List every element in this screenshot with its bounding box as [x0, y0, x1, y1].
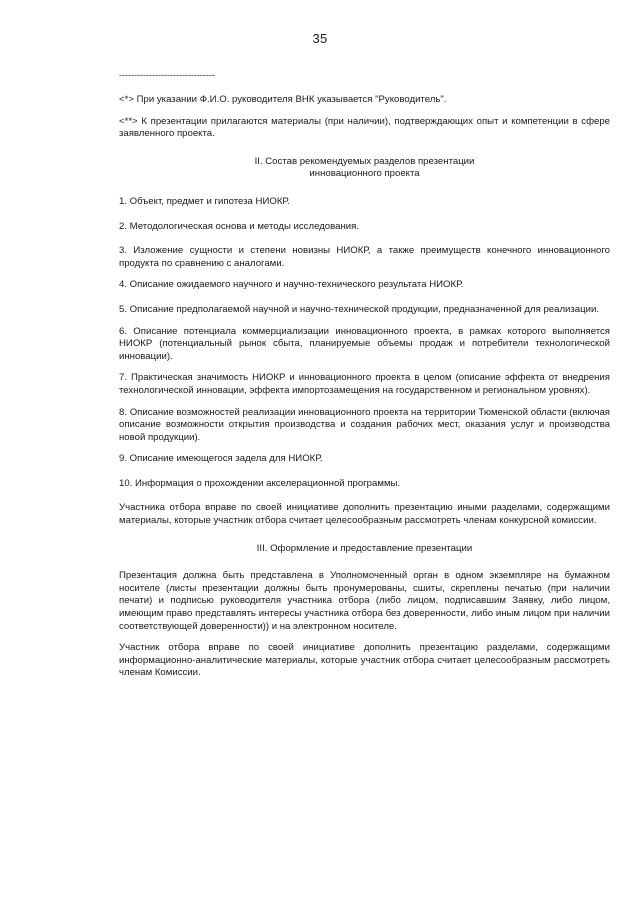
- section-2-item-3: 3. Изложение сущности и степени новизны НИОКР, а также преимуществ конечного инновационного продукта по сравнению с аналогами.: [119, 245, 610, 269]
- document-body: [119, 70, 610, 680]
- footnote-separator: --------------------------------: [119, 70, 215, 80]
- section-2-item-6: 6. Описание потенциала коммерциализации инновационного проекта, в рамках которого выполняется НИОКР (потенциальный рынок сбыта, планируемые объемы продаж и потребители технологической инновации).: [119, 325, 610, 362]
- footnote-2: <**> К презентации прилагаются материалы (при наличии), подтверждающих опыт и компетенции в сфере заявленного проекта.: [119, 115, 610, 140]
- section-2-item-7: 7. Практическая значимость НИОКР и инновационного проекта в целом (описание эффекта от внедрения технологической инновации, эффекта импортозамещения на государственном и региональном уровнях).: [119, 372, 610, 396]
- section-2-heading-line-1: II. Состав рекомендуемых разделов презентации: [254, 155, 475, 167]
- section-3-paragraph-1: Презентация должна быть представлена в Уполномоченный орган в одном экземпляре на бумажном носителе (листы презентации должны быть пронумерованы, сшиты, скреплены печатью (при наличии печати) и подписью руководителя участника отбора (либо лицом, подписавшим Заявку, либо лицом, имеющим право представлять интересы участника отбора без доверенности, либо иным лицом при наличии соответствующей доверенности)) и на электронном носителе.: [119, 570, 610, 632]
- section-3-paragraph-2: Участник отбора вправе по своей инициативе дополнить презентацию разделами, содержащими информационно-аналитические материалы, которые участник отбора считает целесообразным рассмотреть членам Комиссии.: [119, 642, 610, 679]
- section-2-item-2: 2. Методологическая основа и методы исследования.: [119, 220, 359, 232]
- page-number: 35: [312, 31, 328, 46]
- section-3-heading: III. Оформление и предоставление презентации: [256, 542, 473, 554]
- section-2-item-4: 4. Описание ожидаемого научного и научно-технического результата НИОКР.: [119, 279, 464, 291]
- section-2-item-1: 1. Объект, предмет и гипотеза НИОКР.: [119, 195, 290, 207]
- section-2-heading-line-2: инновационного проекта: [309, 168, 420, 180]
- footnote-1: <*> При указании Ф.И.О. руководителя ВНК указывается "Руководитель".: [119, 94, 447, 105]
- section-2-item-5: 5. Описание предполагаемой научной и научно-технической продукции, предназначенной для реализации.: [119, 303, 600, 315]
- section-2-item-10: 10. Информация о прохождении акселерационной программы.: [119, 477, 401, 489]
- section-2-heading: [119, 156, 610, 181]
- section-2-item-8: 8. Описание возможностей реализации инновационного проекта на территории Тюменской области (включая описание возможности открытия производства и создания рабочих мест, оказания услуг и производства новой продукции).: [119, 406, 610, 443]
- section-2-item-9: 9. Описание имеющегося задела для НИОКР.: [119, 453, 323, 465]
- section-2-closing: Участника отбора вправе по своей инициативе дополнить презентацию иными разделами, содержащими материалы, которые участник отбора считает целесообразным рассмотреть членам конкурсной комиссии.: [119, 502, 610, 527]
